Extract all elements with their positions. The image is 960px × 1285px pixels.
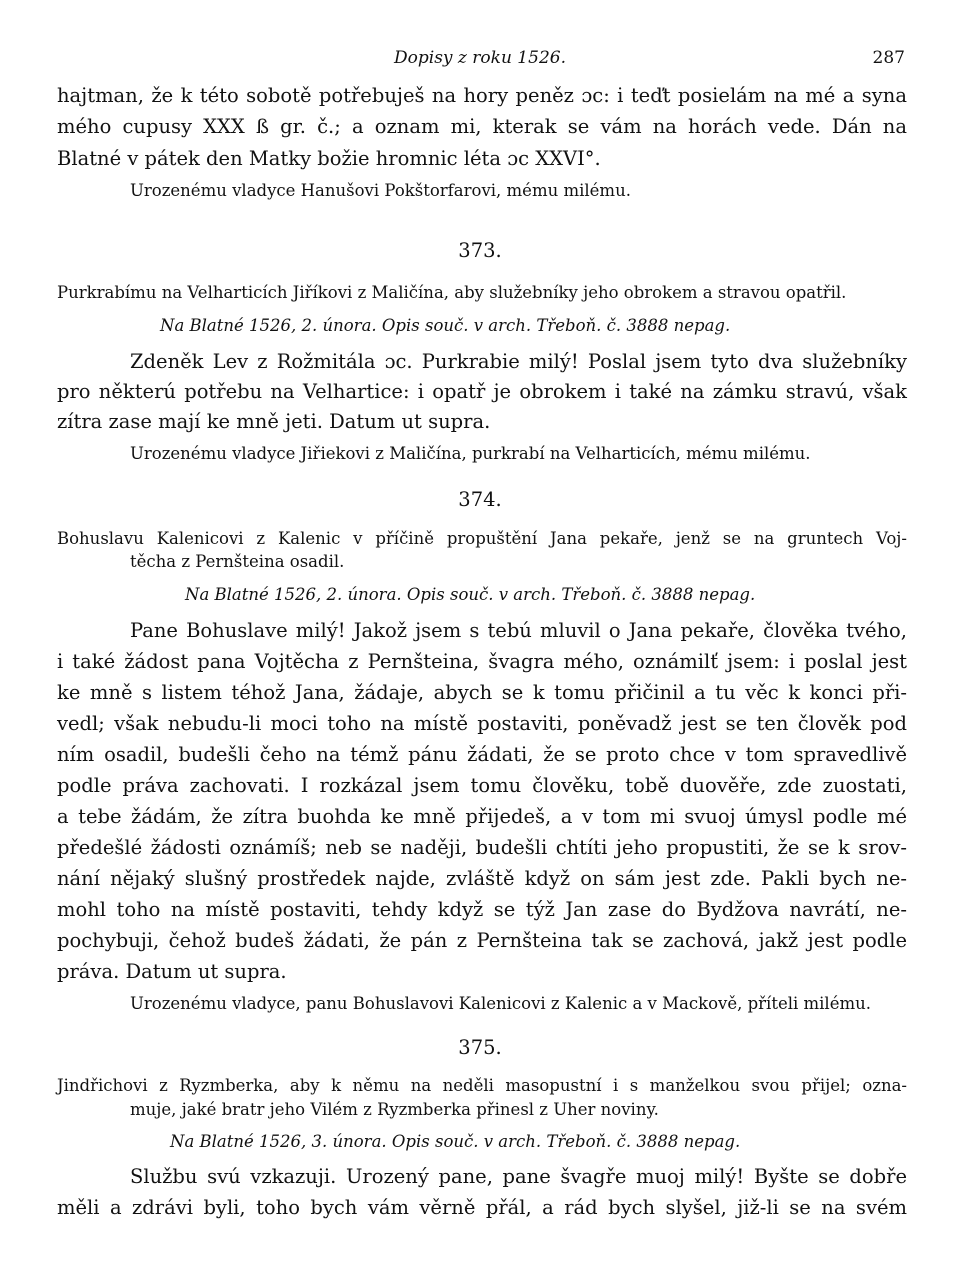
running-title: Dopisy z roku 1526.	[394, 48, 566, 68]
letter-number: 375.	[458, 1036, 502, 1059]
letter-summary: Bohuslavu Kalenicovi z Kalenic v příčině propuštění Jana pekaře, jenž se na gruntech Voj-	[57, 529, 907, 548]
body-line: podle práva zachovati. I rozkázal jsem tomu člověku, tobě duověře, zde zuostati,	[57, 774, 907, 797]
page-number: 287	[872, 48, 905, 68]
body-line: a tebe žádám, že zítra buohda ke mně přijedeš, a v tom mi svuoj úmysl podle mé	[57, 805, 907, 828]
body-line: i také žádost pana Vojtěcha z Pernšteina, švagra mého, oznámilť jsem: i poslal jest	[57, 650, 907, 673]
letter-summary: muje, jaké bratr jeho Vilém z Ryzmberka přinesl z Uher noviny.	[130, 1100, 659, 1119]
letter-summary: Jindřichovi z Ryzmberka, aby k němu na neděli masopustní i s manželkou svou přijel; ozna-	[57, 1076, 907, 1095]
letter-source: Na Blatné 1526, 3. února. Opis souč. v arch. Třeboň. č. 3888 nepag.	[170, 1132, 741, 1151]
body-line: ním osadil, budešli čeho na témž pánu žádati, že se proto chce v tom spravedlivě	[57, 743, 907, 766]
body-line: práva. Datum ut supra.	[57, 960, 287, 983]
body-line: vedl; však nebudu-li moci toho na místě postaviti, poněvadž jest se ten člověk pod	[57, 712, 907, 735]
body-line: nání nějaký slušný prostředek najde, zvláště když on sám jest zde. Pakli bych ne-	[57, 867, 907, 890]
body-line: Zdeněk Lev z Rožmitála ɔc. Purkrabie milý! Poslal jsem tyto dva služebníky	[130, 350, 907, 373]
body-line: měli a zdrávi byli, toho bych vám věrně přál, a rád bych slyšel, již-li se na svém	[57, 1196, 907, 1219]
body-line: zítra zase mají ke mně jeti. Datum ut supra.	[57, 410, 491, 433]
body-line: hajtman, že k této sobotě potřebuješ na hory peněz ɔc: i teďt posielám na mé a syna	[57, 84, 907, 107]
letter-source: Na Blatné 1526, 2. února. Opis souč. v arch. Třeboň. č. 3888 nepag.	[185, 585, 756, 604]
address-line: Urozenému vladyce Jiřiekovi z Maličína, purkrabí na Velharticích, mému milému.	[130, 444, 811, 463]
body-line: pro některú potřebu na Velhartice: i opatř je obrokem i také na zámku stravú, však	[57, 380, 907, 403]
body-line: Službu svú vzkazuji. Urozený pane, pane švagře muoj milý! Byšte se dobře	[130, 1165, 907, 1188]
letter-summary: Purkrabímu na Velharticích Jiříkovi z Maličína, aby služebníky jeho obrokem a stravou opatřil.	[57, 283, 847, 302]
address-line: Urozenému vladyce, panu Bohuslavovi Kalenicovi z Kalenic a v Mackově, příteli milému.	[130, 994, 871, 1013]
body-line: mohl toho na místě postaviti, tehdy když se týž Jan zase do Bydžova navrátí, ne-	[57, 898, 907, 921]
body-line: pochybuji, čehož budeš žádati, že pán z Pernšteina tak se zachová, jakž jest podle	[57, 929, 907, 952]
letter-number: 374.	[458, 488, 502, 511]
body-line: předešlé žádosti oznámíš; neb se naději, budešli chtíti jeho propustiti, že se k srov-	[57, 836, 907, 859]
address-line: Urozenému vladyce Hanušovi Pokštorfarovi, mému milému.	[130, 181, 631, 200]
letter-summary: těcha z Pernšteina osadil.	[130, 552, 345, 571]
body-line: mého cupusy XXX ß gr. č.; a oznam mi, kterak se vám na horách vede. Dán na	[57, 115, 907, 138]
body-line: Pane Bohuslave milý! Jakož jsem s tebú mluvil o Jana pekaře, člověka tvého,	[130, 619, 907, 642]
body-line: Blatné v pátek den Matky božie hromnic léta ɔc XXVI°.	[57, 147, 601, 170]
letter-number: 373.	[458, 239, 502, 262]
letter-source: Na Blatné 1526, 2. února. Opis souč. v arch. Třeboň. č. 3888 nepag.	[160, 316, 731, 335]
body-line: ke mně s listem téhož Jana, žádaje, abych se k tomu přičinil a tu věc k konci při-	[57, 681, 907, 704]
